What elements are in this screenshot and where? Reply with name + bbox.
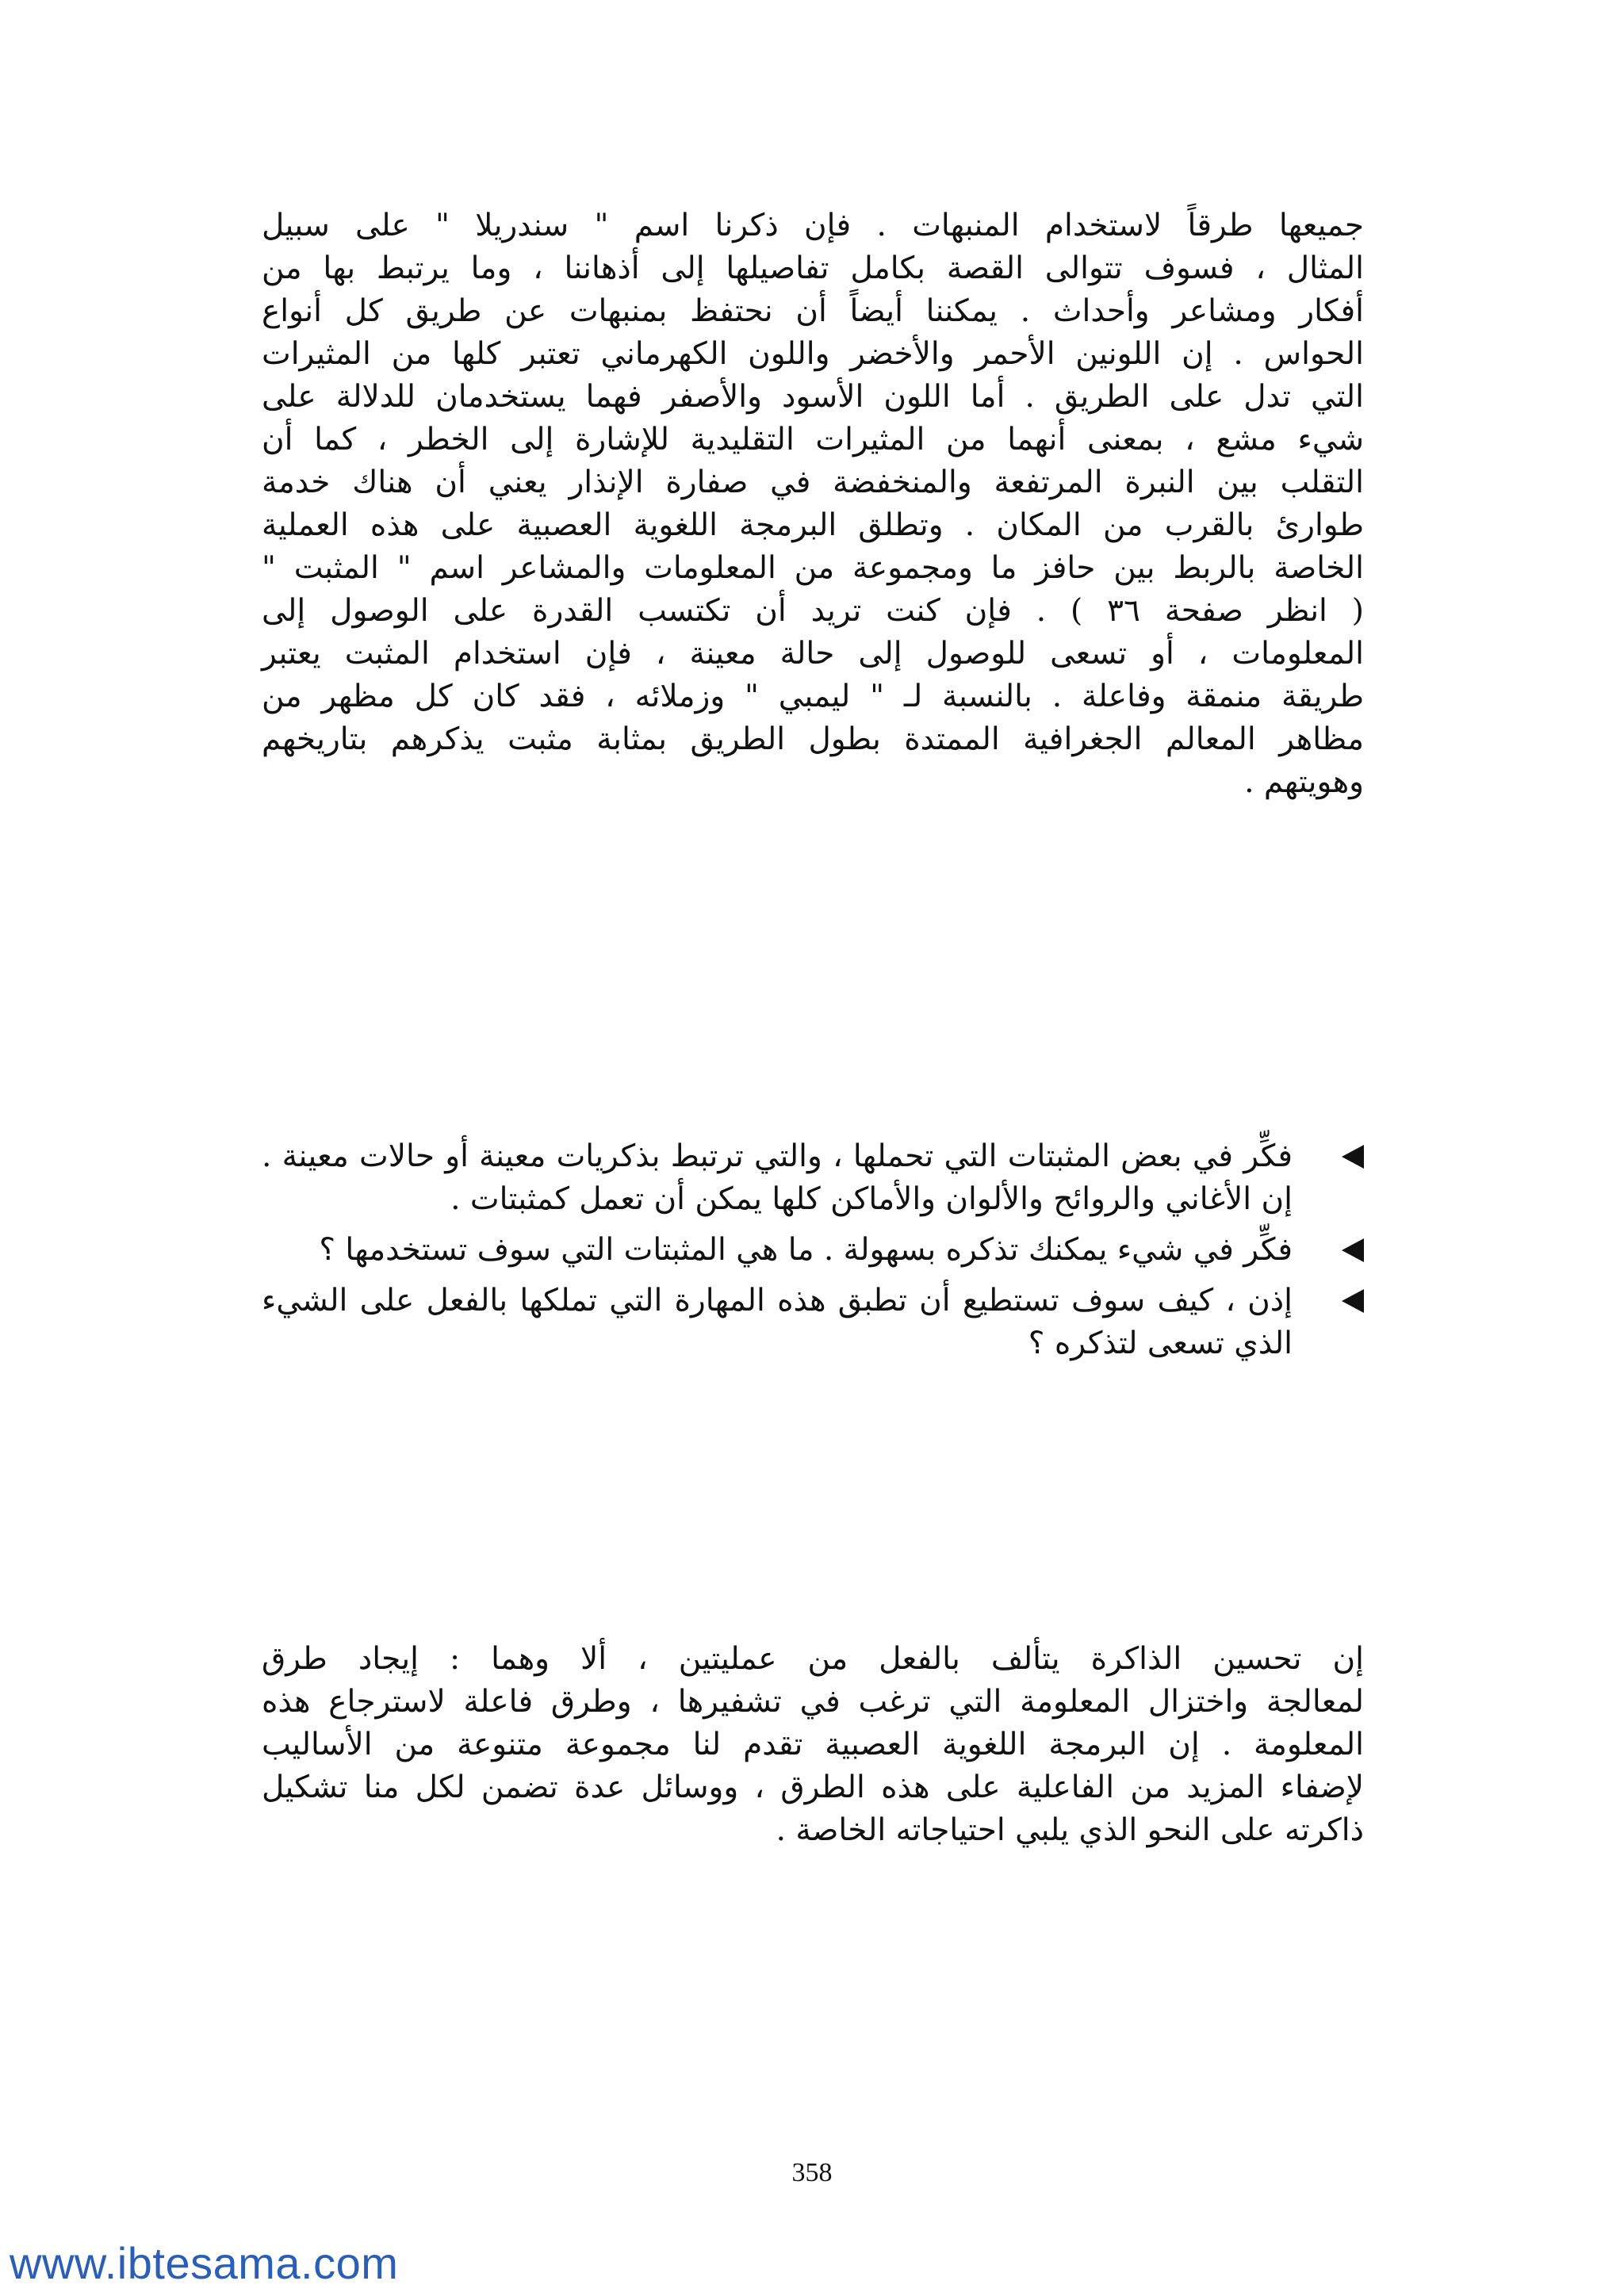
bullet-item xyxy=(262,1229,1364,1272)
paragraph-line: أفكار ومشاعر وأحداث . يمكننا أيضاً أن نحتفظ بمنبهات عن طريق كل أنواع xyxy=(262,293,1364,329)
paragraph-line: المثال ، فسوف تتوالى القصة بكامل تفاصيلها إلى أذهاننا ، وما يرتبط بها من xyxy=(262,251,1364,286)
paragraph-line: التقلب بين النبرة المرتفعة والمنخفضة في صفارة الإنذار يعني أن هناك خدمة xyxy=(262,465,1364,500)
triangle-bullet-icon xyxy=(1342,1289,1364,1313)
paragraph-line: مظاهر المعالم الجغرافية الممتدة بطول الطريق بمثابة مثبت يذكرهم بتاريخهم xyxy=(262,721,1364,757)
paragraph-line: إن تحسين الذاكرة يتألف بالفعل من عمليتين ، ألا وهما : إيجاد طرق xyxy=(262,1641,1364,1677)
paragraph-line: ذاكرته على النحو الذي يلبي احتياجاته الخاصة . xyxy=(776,1812,1364,1848)
paragraph-line: شيء مشع ، بمعنى أنهما من المثيرات التقليدية للإشارة إلى الخطر ، كما أن xyxy=(262,422,1364,457)
triangle-bullet-icon xyxy=(1342,1145,1364,1169)
paragraph-line: الخاصة بالربط بين حافز ما ومجموعة من المعلومات والمشاعر اسم " المثبت " xyxy=(262,550,1364,586)
bullet-list xyxy=(262,1135,1364,1373)
paragraph-line: المعلومات ، أو تسعى للوصول إلى حالة معينة ، فإن استخدام المثبت يعتبر xyxy=(262,636,1364,672)
paragraph-line: ( انظر صفحة ٣٦ ) . فإن كنت تريد أن تكتسب القدرة على الوصول إلى xyxy=(262,593,1364,629)
paragraph-line: الحواس . إن اللونين الأحمر والأخضر واللون الكهرماني تعتبر كلها من المثيرات xyxy=(262,336,1364,372)
paragraph-1 xyxy=(262,205,1364,804)
paragraph-line: طريقة منمقة وفاعلة . بالنسبة لـ " ليمبي " وزملائه ، فقد كان كل مظهر من xyxy=(262,679,1364,714)
page-number: 358 xyxy=(791,2158,833,2187)
paragraph-line: طوارئ بالقرب من المكان . وتطلق البرمجة اللغوية العصبية على هذه العملية xyxy=(262,507,1364,543)
triangle-bullet-icon xyxy=(1342,1238,1364,1262)
bullet-text: إذن ، كيف سوف تستطيع أن تطبق هذه المهارة التي تملكها بالفعل على الشيء الذي تسعى لتذكره ؟ xyxy=(262,1283,1293,1361)
paragraph-line: جميعها طرقاً لاستخدام المنبهات . فإن ذكرنا اسم " سندريلا " على سبيل xyxy=(262,208,1364,243)
paragraph-line: لمعالجة واختزال المعلومة التي ترغب في تشفيرها ، وطرق فاعلة لاسترجاع هذه xyxy=(262,1684,1364,1720)
bullet-item xyxy=(262,1135,1364,1221)
paragraph-line: التي تدل على الطريق . أما اللون الأسود والأصفر فهما يستخدمان للدلالة على xyxy=(262,379,1364,415)
paragraph-line: وهويتهم . xyxy=(1244,764,1364,800)
bullet-item xyxy=(262,1280,1364,1365)
watermark-link[interactable]: www.ibtesama.com xyxy=(10,2238,399,2288)
paragraph-2 xyxy=(262,1638,1364,1852)
bullet-text: فكِّر في بعض المثبتات التي تحملها ، والتي ترتبط بذكريات معينة أو حالات معينة . إن الأغاني والروائح والألوان والأماكن كلها يمكن أن تعمل كمثبتات . xyxy=(262,1138,1293,1217)
paragraph-line: لإضفاء المزيد من الفاعلية على هذه الطرق ، ووسائل عدة تضمن لكل منا تشكيل xyxy=(262,1770,1364,1805)
paragraph-line: المعلومة . إن البرمجة اللغوية العصبية تقدم لنا مجموعة متنوعة من الأساليب xyxy=(262,1727,1364,1762)
bullet-text: فكِّر في شيء يمكنك تذكره بسهولة . ما هي المثبتات التي سوف تستخدمها ؟ xyxy=(319,1232,1293,1268)
